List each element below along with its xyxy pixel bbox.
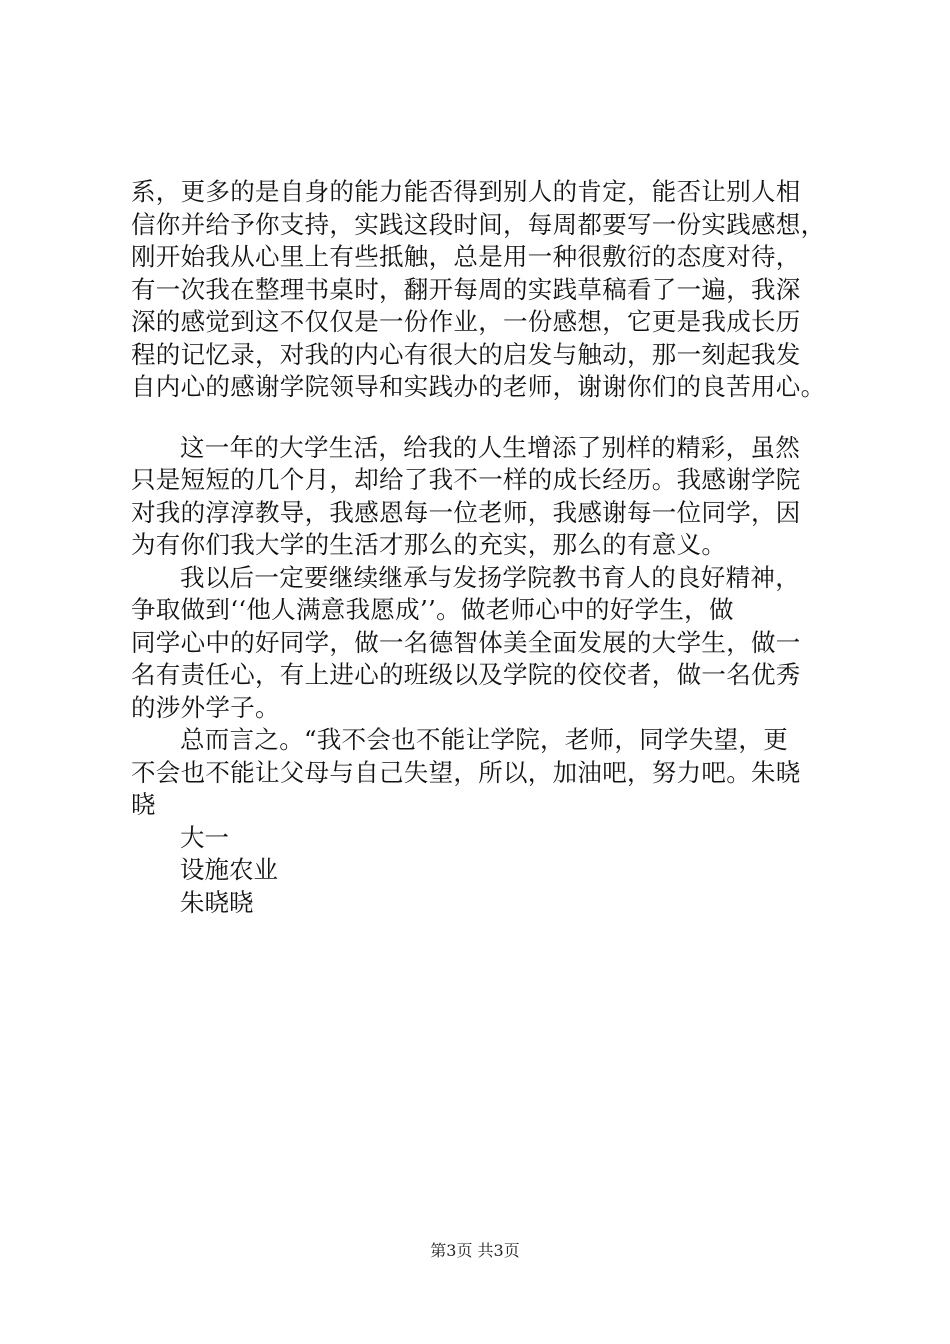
signature-name: 朱晓晓 — [180, 887, 254, 917]
text-line: 系，更多的是自身的能力能否得到别人的肯定，能否让别人相 — [131, 177, 801, 206]
signature-block — [131, 822, 851, 920]
paragraph-4 — [131, 724, 851, 822]
text-line: 名有责任心，有上进心的班级以及学院的佼佼者，做一名优秀 — [131, 660, 801, 689]
paragraph-1 — [131, 176, 851, 404]
text-line: 晓 — [131, 790, 156, 819]
text-line: 争取做到‘‘他人满意我愿成’’。做老师心中的好学生，做 — [131, 595, 734, 624]
paragraph-2 — [131, 432, 851, 562]
text-line: 对我的淳淳教导，我感恩每一位老师，我感谢每一位同学，因 — [131, 497, 801, 527]
text-line: 的涉外学子。 — [131, 692, 280, 722]
signature-grade: 大一 — [180, 822, 229, 852]
text-line: 程的记忆录，对我的内心有很大的启发与触动，那一刻起我发 — [131, 339, 801, 369]
document-body — [131, 176, 851, 919]
text-line: 这一年的大学生活，给我的人生增添了别样的精彩，虽然 — [180, 432, 800, 462]
text-line: 深的感觉到这不仅仅是一份作业，一份感想，它更是我成长历 — [131, 307, 801, 336]
text-line: 同学心中的好同学，做一名德智体美全面发展的大学生，做一 — [131, 627, 801, 657]
text-line: 信你并给予你支持，实践这段时间，每周都要写一份实践感想， — [131, 209, 826, 239]
text-line: 我以后一定要继续继承与发扬学院教书育人的良好精神， — [180, 562, 800, 592]
text-line: 刚开始我从心里上有些抵触，总是用一种很敷衍的态度对待， — [131, 242, 801, 271]
text-line: 只是短短的几个月，却给了我不一样的成长经历。我感谢学院 — [131, 465, 801, 494]
paragraph-spacer — [131, 404, 851, 432]
paragraph-3 — [131, 562, 851, 725]
text-line: 不会也不能让父母与自己失望，所以，加油吧，努力吧。朱晓 — [131, 757, 801, 787]
text-line: 总而言之。“我不会也不能让学院，老师，同学失望，更 — [180, 725, 789, 754]
text-line: 有一次我在整理书桌时，翻开每周的实践草稿看了一遍，我深 — [131, 274, 801, 304]
page-footer: 第3页 共3页 — [430, 1241, 520, 1260]
signature-major: 设施农业 — [180, 855, 278, 884]
text-line: 为有你们我大学的生活才那么的充实，那么的有意义。 — [131, 530, 727, 559]
text-line: 自内心的感谢学院领导和实践办的老师，谢谢你们的良苦用心。 — [131, 372, 826, 401]
